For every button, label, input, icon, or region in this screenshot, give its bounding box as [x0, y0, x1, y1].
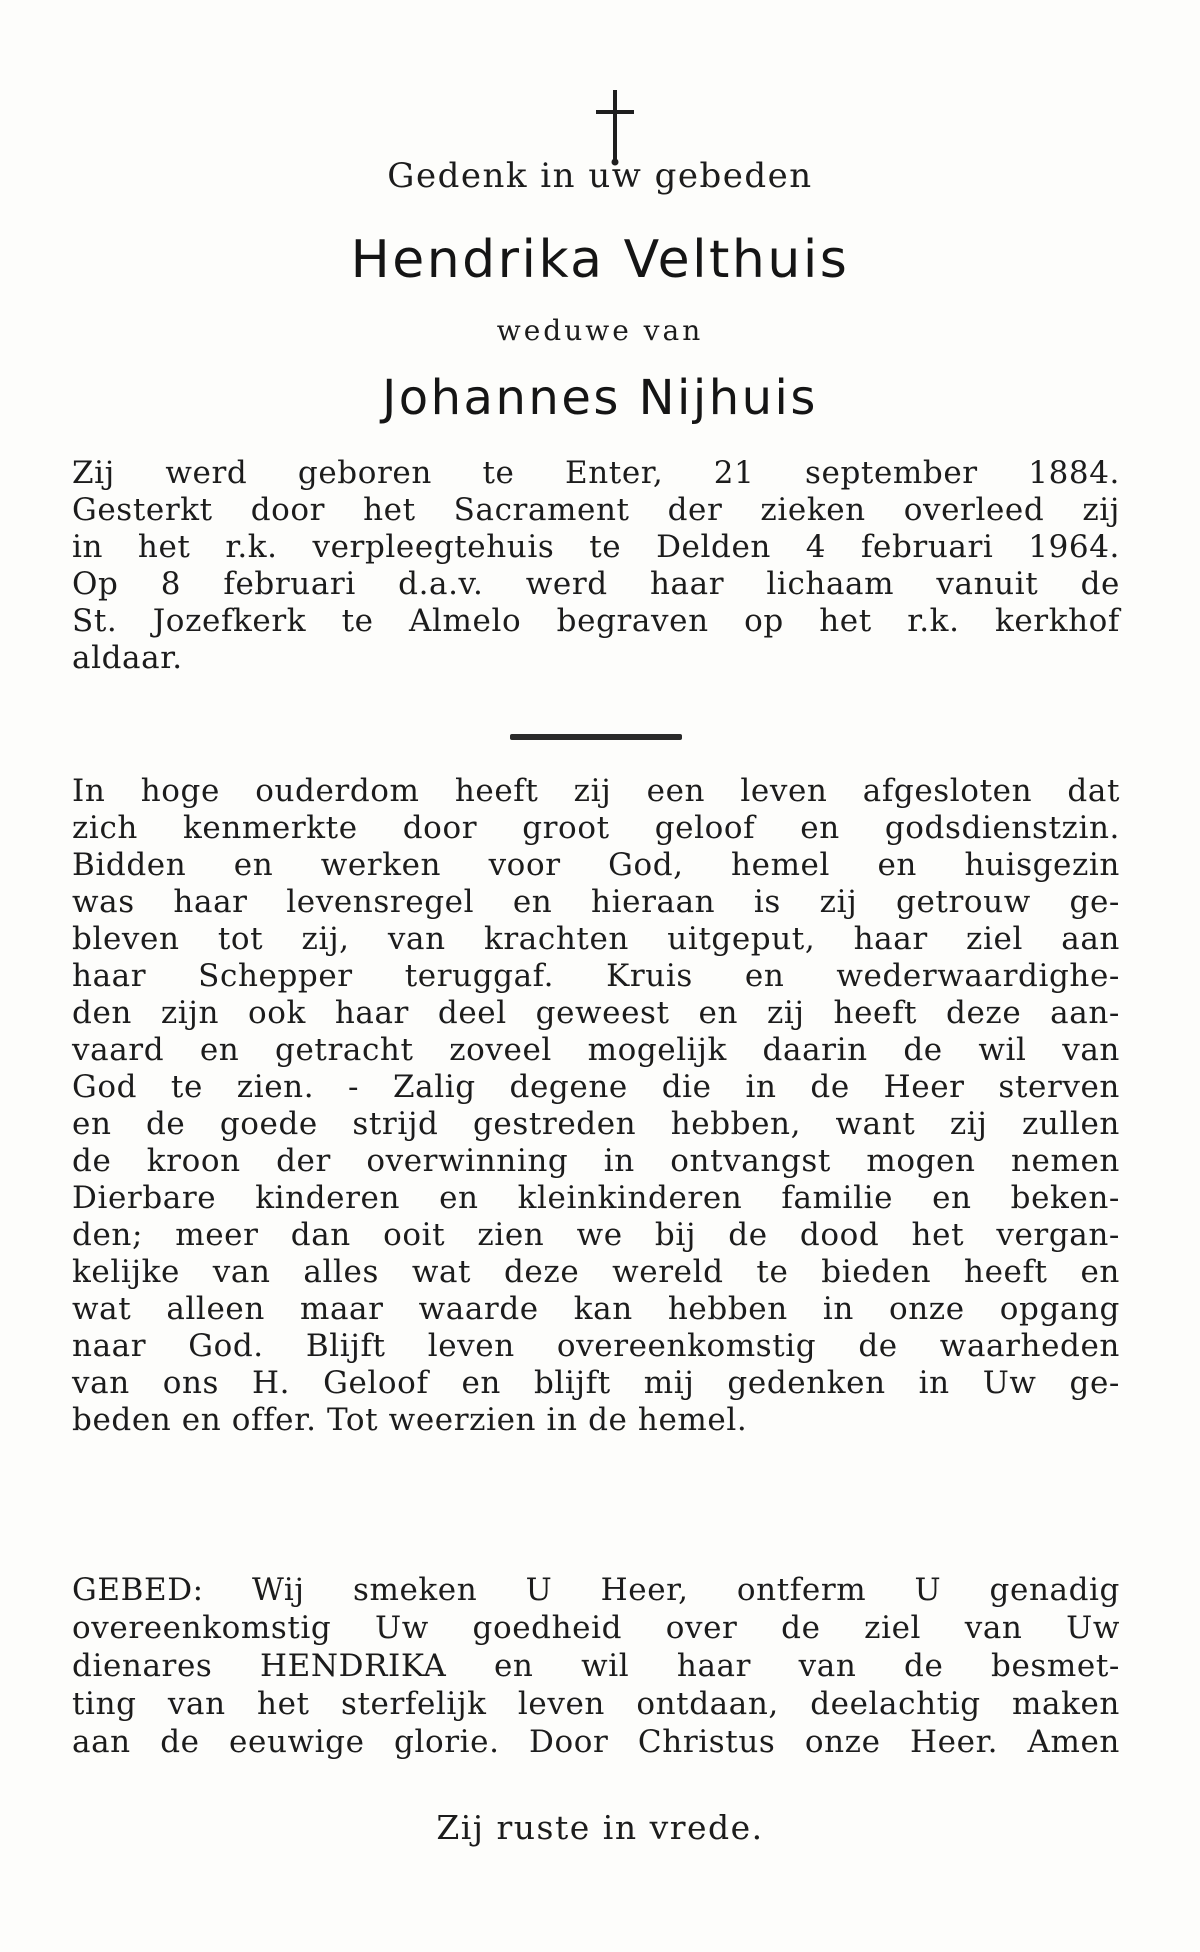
prayer-line: dienares HENDRIKA en wil haar van de besmet- — [72, 1648, 1120, 1684]
reflection-line: God te zien. - Zalig degene die in de Heer sterven — [72, 1069, 1120, 1105]
reflection-line: den; meer dan ooit zien we bij de dood het vergan- — [72, 1217, 1120, 1253]
prayer-line: overeenkomstig Uw goedheid over de ziel van Uw — [72, 1610, 1120, 1646]
reflection-line: kelijke van alles wat deze wereld te bieden heeft en — [72, 1254, 1120, 1290]
biography-line: Zij werd geboren te Enter, 21 september 1884. — [72, 455, 1120, 491]
reflection-line: beden en offer. Tot weerzien in de hemel. — [72, 1402, 748, 1438]
reflection-line: bleven tot zij, van krachten uitgeput, haar ziel aan — [72, 921, 1120, 957]
reflection-line: van ons H. Geloof en blijft mij gedenken in Uw ge- — [72, 1365, 1120, 1401]
prayer-line: ting van het sterfelijk leven ontdaan, deelachtig maken — [72, 1686, 1120, 1722]
reflection-line: vaard en getracht zoveel mogelijk daarin de wil van — [72, 1032, 1120, 1068]
prayer-paragraph — [72, 1571, 1120, 1761]
section-divider — [510, 734, 682, 740]
reflection-line: In hoge ouderdom heeft zij een leven afgesloten dat — [72, 773, 1120, 809]
biography-line: in het r.k. verpleegtehuis te Delden 4 februari 1964. — [72, 529, 1120, 565]
biography-line: Op 8 februari d.a.v. werd haar lichaam vanuit de — [72, 566, 1120, 602]
biography-paragraph — [72, 455, 1120, 677]
reflection-line: zich kenmerkte door groot geloof en godsdienstzin. — [72, 810, 1120, 846]
reflection-line: Dierbare kinderen en kleinkinderen familie en beken- — [72, 1180, 1120, 1216]
reflection-line: naar God. Blijft leven overeenkomstig de waarheden — [72, 1328, 1120, 1364]
widow-of-label: weduwe van — [496, 314, 704, 347]
closing-blessing: Zij ruste in vrede. — [436, 1808, 764, 1847]
biography-line: aldaar. — [72, 640, 183, 676]
reflection-line: wat alleen maar waarde kan hebben in onze opgang — [72, 1291, 1120, 1327]
prayer-line: GEBED: Wij smeken U Heer, ontferm U genadig — [72, 1572, 1120, 1608]
deceased-name: Hendrika Velthuis — [350, 230, 850, 290]
reflection-line: was haar levensregel en hieraan is zij getrouw ge- — [72, 884, 1120, 920]
reflection-line: Bidden en werken voor God, hemel en huisgezin — [72, 847, 1120, 883]
biography-line: Gesterkt door het Sacrament der zieken overleed zij — [72, 492, 1120, 528]
biography-line: St. Jozefkerk te Almelo begraven op het r.k. kerkhof — [72, 603, 1120, 639]
spouse-name: Johannes Nijhuis — [382, 370, 818, 426]
reflection-line: de kroon der overwinning in ontvangst mogen nemen — [72, 1143, 1120, 1179]
reflection-paragraph — [72, 773, 1120, 1439]
reflection-line: haar Schepper teruggaf. Kruis en wederwaardighe- — [72, 958, 1120, 994]
remembrance-intro: Gedenk in uw gebeden — [387, 156, 813, 196]
reflection-line: en de goede strijd gestreden hebben, want zij zullen — [72, 1106, 1120, 1142]
prayer-line: aan de eeuwige glorie. Door Christus onze Heer. Amen — [72, 1724, 1120, 1760]
reflection-line: den zijn ook haar deel geweest en zij heeft deze aan- — [72, 995, 1120, 1031]
